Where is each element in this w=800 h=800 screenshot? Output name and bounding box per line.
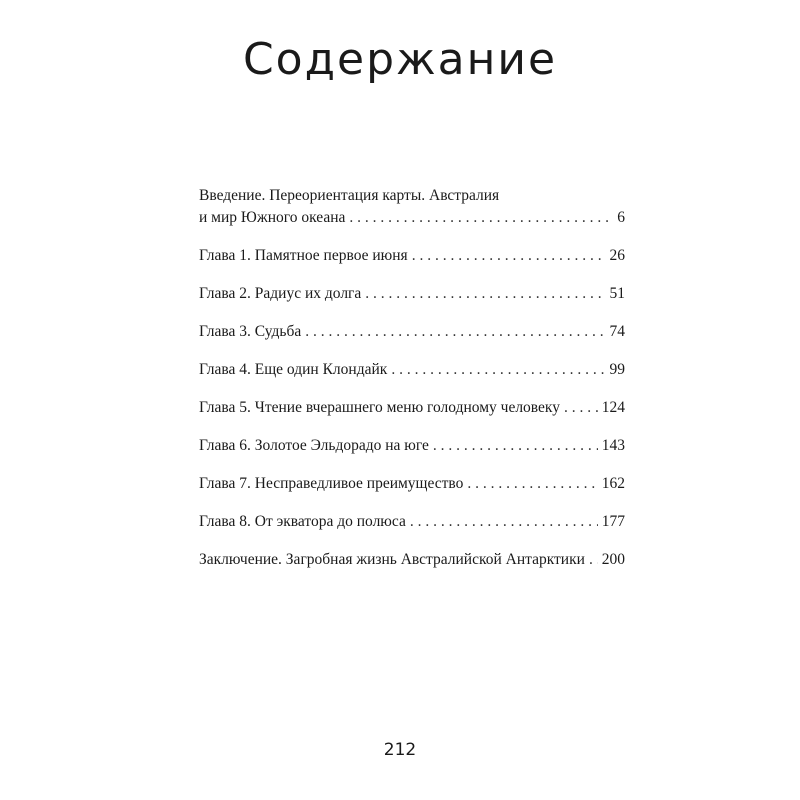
toc-entry-page: 6 <box>617 209 625 226</box>
toc-entry-label: и мир Южного океана <box>199 209 346 226</box>
toc-entry-page: 26 <box>609 247 625 264</box>
toc-entry-page: 143 <box>601 437 625 454</box>
toc-entry-label: Глава 4. Еще один Клондайк <box>199 361 388 378</box>
page-title: Содержание <box>242 34 558 85</box>
toc-entry-chapter-6 <box>199 435 625 457</box>
dot-leader <box>305 321 605 343</box>
toc-entry-label: Глава 8. От экватора до полюса <box>199 513 406 530</box>
toc-entry-chapter-3 <box>199 321 625 343</box>
table-of-contents <box>199 185 625 587</box>
dot-leader <box>412 245 606 267</box>
toc-entry-page: 162 <box>601 475 625 492</box>
toc-entry-label: Глава 7. Несправедливое преимущество <box>199 475 464 492</box>
toc-entry-chapter-1 <box>199 245 625 267</box>
toc-entry-label: Глава 1. Памятное первое июня <box>199 247 408 264</box>
dot-leader <box>467 473 597 495</box>
dot-leader <box>410 511 598 533</box>
dot-leader <box>564 397 598 419</box>
toc-entry-conclusion <box>199 549 625 571</box>
toc-entry-page: 200 <box>601 551 625 568</box>
toc-entry-label: Заключение. Загробная жизнь Австралийской Антарктики <box>199 551 585 568</box>
toc-entry-chapter-2 <box>199 283 625 305</box>
dot-leader <box>589 549 598 571</box>
toc-entry-chapter-8 <box>199 511 625 533</box>
toc-entry-page: 177 <box>601 513 625 530</box>
toc-entry-label: Глава 2. Радиус их долга <box>199 285 362 302</box>
dot-leader <box>365 283 605 305</box>
toc-entry-introduction <box>199 185 625 229</box>
toc-entry-label: Глава 3. Судьба <box>199 323 302 340</box>
toc-entry-label-line1: Введение. Переориентация карты. Австралия <box>199 187 500 204</box>
toc-entry-chapter-5 <box>199 397 625 419</box>
toc-entry-chapter-4 <box>199 359 625 381</box>
toc-entry-page: 51 <box>609 285 625 302</box>
dot-leader <box>349 207 613 229</box>
dot-leader <box>391 359 605 381</box>
toc-entry-page: 74 <box>609 323 625 340</box>
toc-entry-page: 99 <box>609 361 625 378</box>
toc-entry-chapter-7 <box>199 473 625 495</box>
toc-entry-label: Глава 6. Золотое Эльдорадо на юге <box>199 437 429 454</box>
dot-leader <box>433 435 598 457</box>
toc-entry-page: 124 <box>601 399 625 416</box>
page-number: 212 <box>383 740 417 760</box>
toc-entry-label: Глава 5. Чтение вчерашнего меню голодному человеку <box>199 399 560 416</box>
